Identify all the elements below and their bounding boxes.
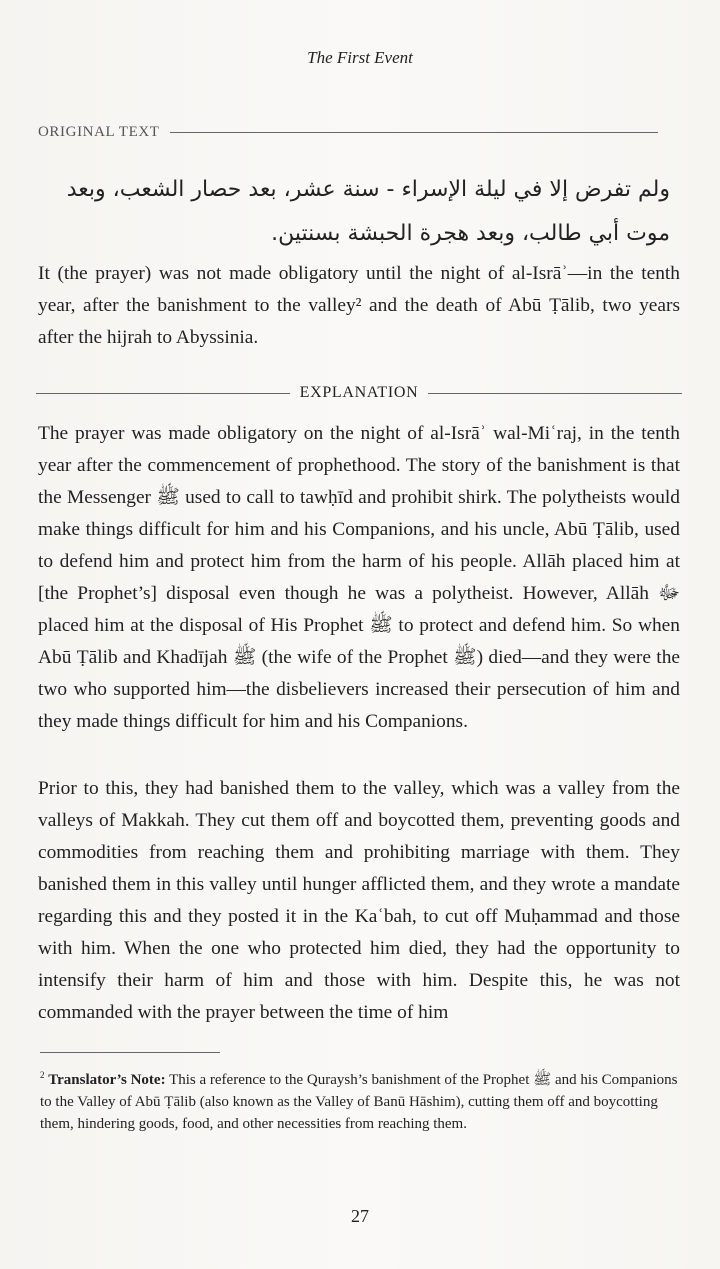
explanation-paragraph-2: Prior to this, they had banished them to the valley, which was a valley from the valleys of Makkah. They cut them off and boycotted them, preventing goods and commodities from reaching them and prohibiting marriage with them. They banished them in this valley until hunger afflicted them, and they wrote a mandate regarding this and they posted it in the Kaʿbah, to cut off Muḥammad and those with him. When the one who protected him died, they had the opportunity to intensify their harm of him and those with him. Despite this, he was not commanded with the prayer between the time of him (38, 778, 680, 1023)
original-text-label: ORIGINAL TEXT (38, 124, 160, 140)
arabic-original-text: ولم تفرض إلا في ليلة الإسراء - سنة عشر، بعد حصار الشعب، وبعد موت أبي طالب، وبعد هجرة الحبشة بسنتين. (66, 177, 670, 246)
footnote-label: Translator’s Note: (48, 1072, 166, 1088)
original-text-heading (38, 124, 658, 141)
footnote-separator (40, 1052, 220, 1053)
explanation-label: EXPLANATION (299, 384, 419, 401)
explanation-heading (36, 384, 682, 402)
explanation-right-rule (428, 393, 682, 394)
footnote-text: This a reference to the Quraysh’s banishment of the Prophet ﷺ and his Companions to the Valley of Abū Ṭālib (also known as the Valley of Banū Hāshim), cutting them off and boycotting them, hindering goods, food, and other necessities from reaching them. (40, 1072, 678, 1132)
footnote (40, 1064, 680, 1135)
running-title: The First Event (307, 48, 413, 67)
explanation-left-rule (36, 393, 290, 394)
page-number: 27 (351, 1206, 369, 1226)
explanation-paragraph-1: The prayer was made obligatory on the night of al-Isrāʾ wal-Miʿraj, in the tenth year after the commencement of prophethood. The story of the banishment is that the Messenger ﷺ used to call to tawḥīd and prohibit shirk. The polytheists would make things difficult for him and his Companions, and his uncle, Abū Ṭālib, used to defend him and protect him from the harm of his people. Allāh placed him at [the Prophet’s] disposal even though he was a polytheist. However, Allāh ﷻ placed him at the disposal of His Prophet ﷺ to protect and defend him. So when Abū Ṭālib and Khadījah ﷺ (the wife of the Prophet ﷺ) died—and they were the two who supported him—the disbelievers increased their persecution of him and they made things difficult for him and his Companions. (38, 423, 681, 732)
footnote-marker: 2 (40, 1070, 45, 1080)
translation-paragraph: It (the prayer) was not made obligatory until the night of al-Isrāʾ—in the tenth year, after the banishment to the valley² and the death of Abū Ṭālib, two years after the hijrah to Abyssinia. (38, 263, 680, 348)
original-text-rule (170, 132, 658, 133)
